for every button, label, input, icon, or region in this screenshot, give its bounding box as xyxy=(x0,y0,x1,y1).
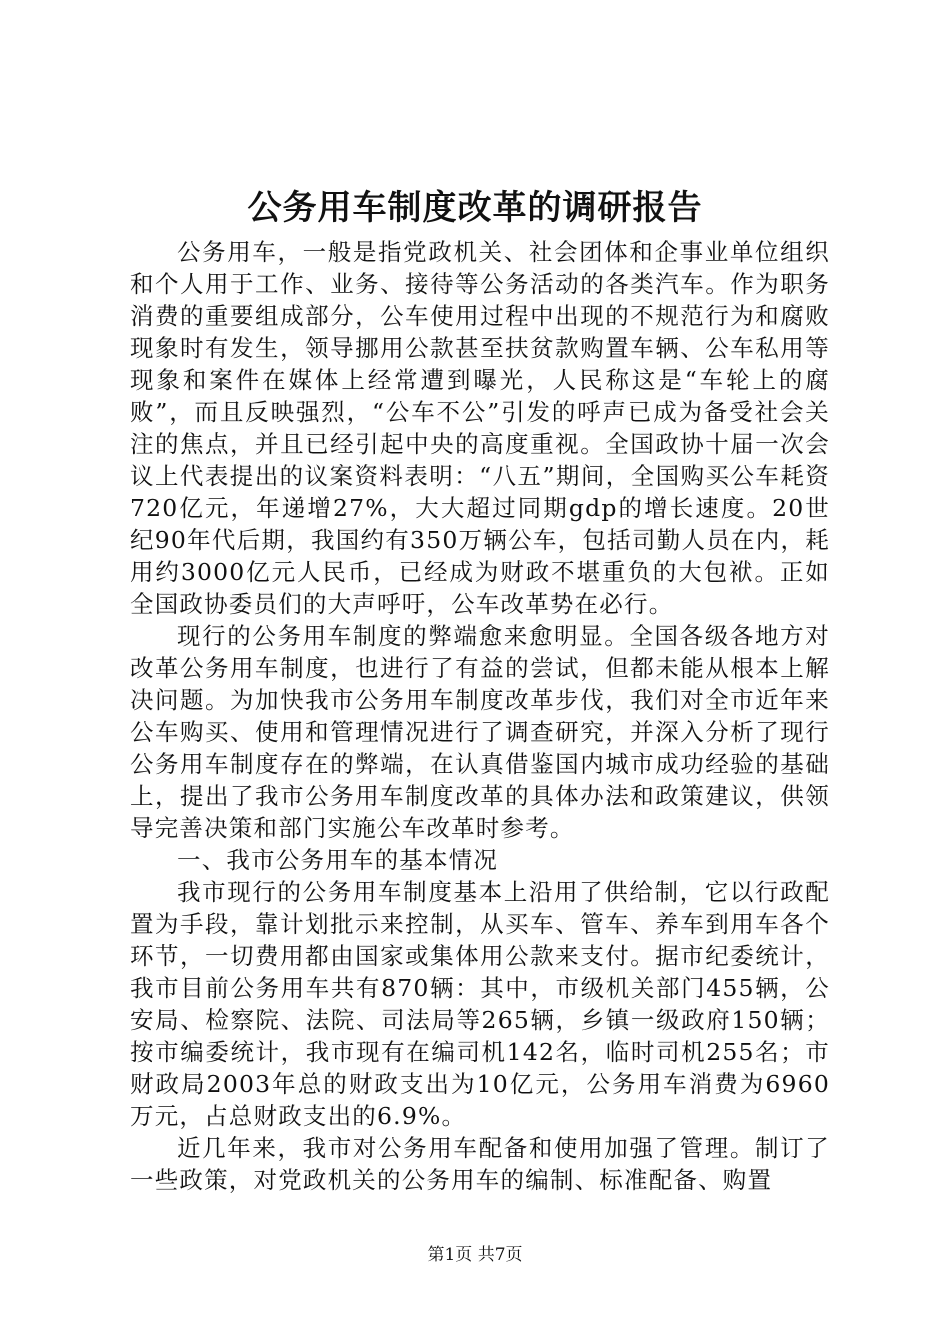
paragraph-purpose: 现行的公务用车制度的弊端愈来愈明显。全国各级各地方对改革公务用车制度，也进行了有益的尝试，但都未能从根本上解决问题。为加快我市公务用车制度改革步伐，我们对全市近年来公车购买、使用和管理情况进行了调查研究，并深入分析了现行公务用车制度存在的弊端，在认真借鉴国内城市成功经验的基础上，提出了我市公务用车制度改革的具体办法和政策建议，供领导完善决策和部门实施公车改革时参考。 xyxy=(130,622,830,842)
paragraph-basic-situation: 我市现行的公务用车制度基本上沿用了供给制，它以行政配置为手段，靠计划批示来控制，从买车、管车、养车到用车各个环节，一切费用都由国家或集体用公款来支付。据市纪委统计，我市目前公务用车共有870辆：其中，市级机关部门455辆，公安局、检察院、法院、司法局等265辆，乡镇一级政府150辆；按市编委统计，我市现有在编司机142名，临时司机255名；市财政局2003年总的财政支出为10亿元，公务用车消费为6960万元，占总财政支出的6.9%。 xyxy=(130,878,830,1130)
document-body xyxy=(130,236,830,1196)
section-heading-1: 一、我市公务用车的基本情况 xyxy=(177,846,499,874)
page-footer: 第1页 共7页 xyxy=(427,1245,523,1265)
document-title: 公务用车制度改革的调研报告 xyxy=(247,188,703,228)
paragraph-intro: 公务用车，一般是指党政机关、社会团体和企事业单位组织和个人用于工作、业务、接待等公务活动的各类汽车。作为职务消费的重要组成部分，公车使用过程中出现的不规范行为和腐败现象时有发生，领导挪用公款甚至扶贫款购置车辆、公车私用等现象和案件在媒体上经常遭到曝光，人民称这是“车轮上的腐败”，而且反映强烈，“公车不公”引发的呼声已成为备受社会关注的焦点，并且已经引起中央的高度重视。全国政协十届一次会议上代表提出的议案资料表明：“八五”期间，全国购买公车耗资720亿元，年递增27%，大大超过同期gdp的增长速度。20世纪90年代后期，我国约有350万辆公车，包括司勤人员在内，耗用约3000亿元人民币，已经成为财政不堪重负的大包袱。正如全国政协委员们的大声呼吁，公车改革势在必行。 xyxy=(130,238,830,618)
paragraph-management: 近几年来，我市对公务用车配备和使用加强了管理。制订了一些政策，对党政机关的公务用车的编制、标准配备、购置 xyxy=(130,1134,830,1194)
